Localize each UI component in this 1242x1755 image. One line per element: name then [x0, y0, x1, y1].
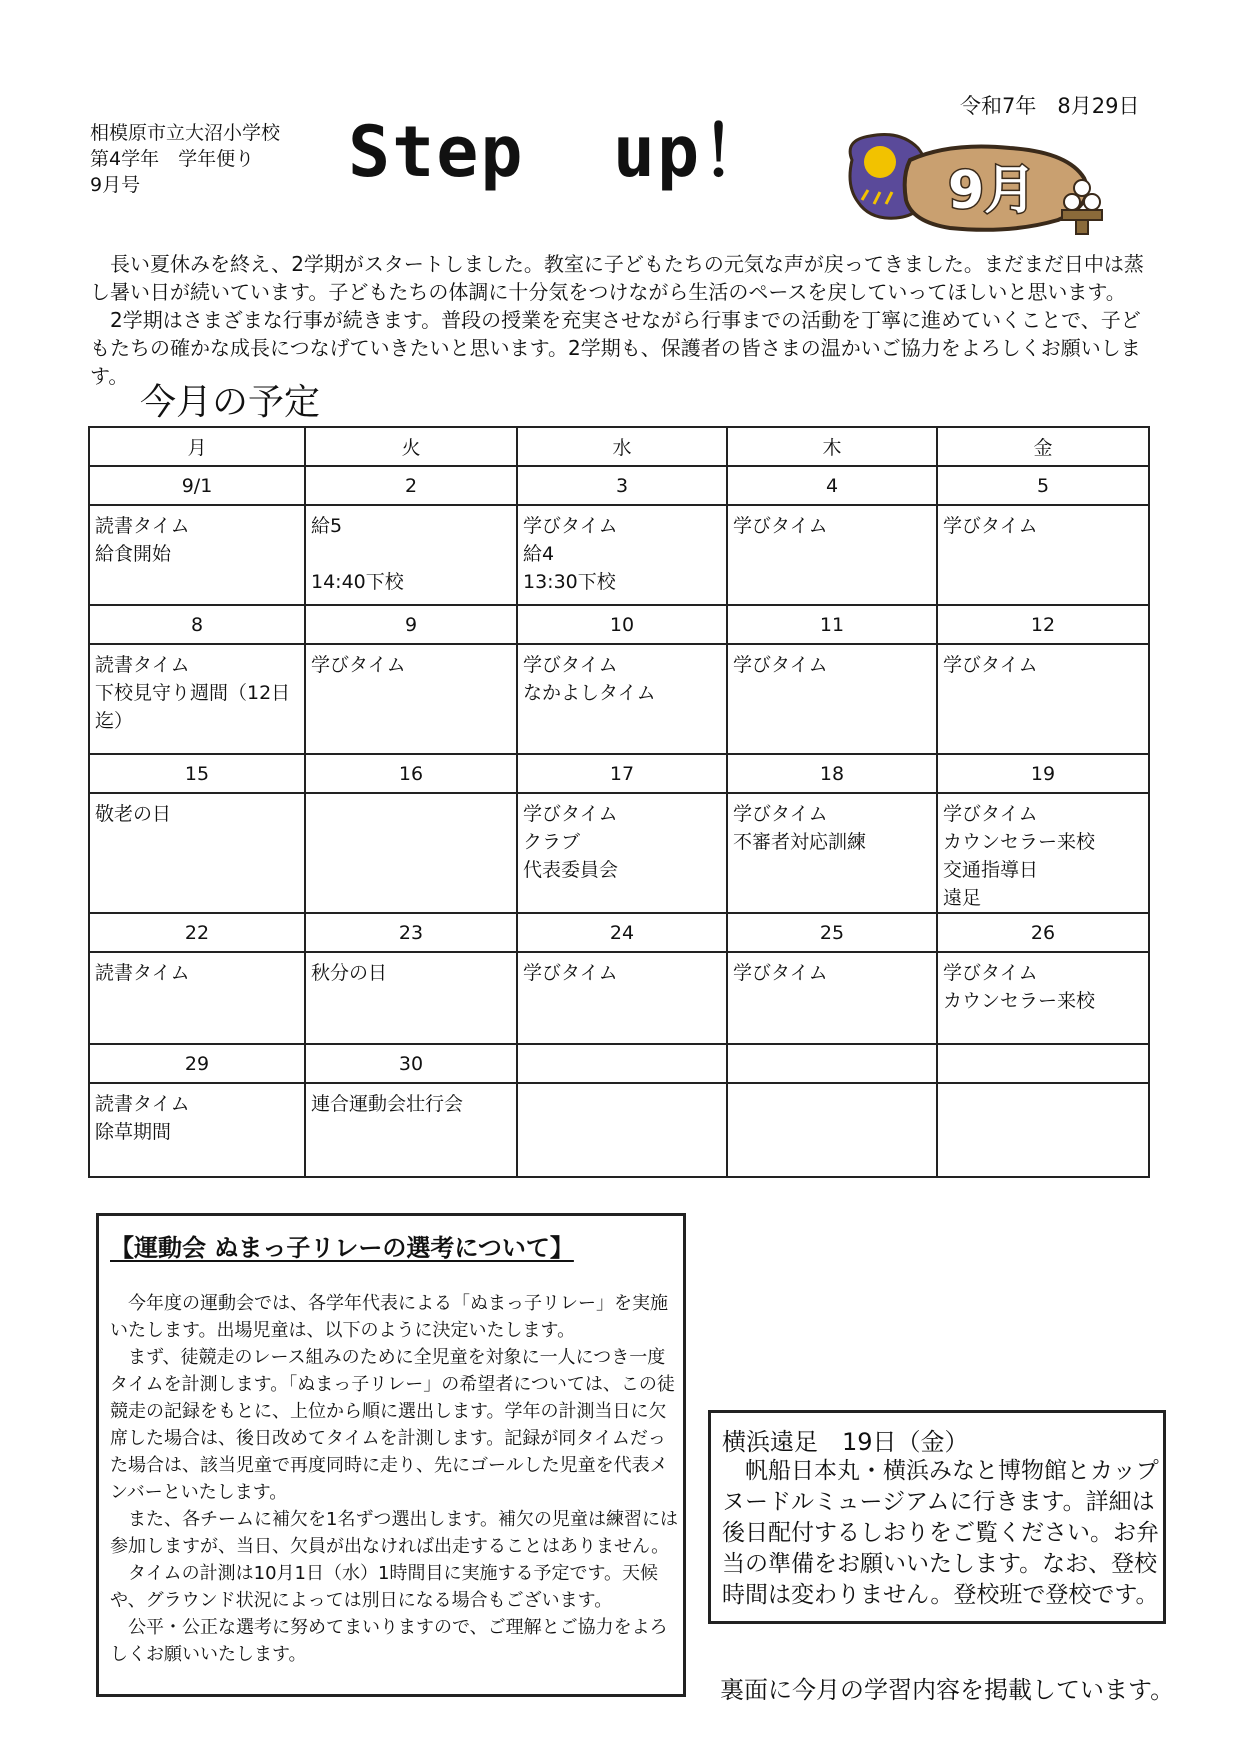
intro-paragraph-1: 長い夏休みを終え、2学期がスタートしました。教室に子どもたちの元気な声が戻ってきました。まだまだ日中は蒸し暑い日が続いています。子どもたちの体調に十分気をつけながら生活のペースを戻していってほしいと思います。 [90, 252, 1144, 304]
date-cell [517, 1044, 727, 1083]
event-item: 除草期間 [95, 1121, 172, 1143]
event-item: クラブ [523, 831, 581, 853]
event-cell [727, 505, 937, 605]
event-cell [305, 1083, 517, 1177]
school-name: 相模原市立大沼小学校 [90, 122, 281, 144]
event-cell [727, 793, 937, 913]
date-cell: 30 [305, 1044, 517, 1083]
date-cell: 19 [937, 754, 1149, 793]
weekday-header: 月 [89, 427, 305, 466]
event-item: 学びタイム [523, 654, 618, 676]
event-item: 読書タイム [95, 654, 190, 676]
event-item: 敬老の日 [95, 803, 172, 825]
date-row [89, 466, 1149, 505]
event-item: 不審者対応訓練 [733, 831, 867, 853]
event-item: 学びタイム [523, 515, 618, 537]
moon-icon [864, 146, 896, 178]
event-item: カウンセラー来校 [943, 831, 1096, 853]
date-cell: 10 [517, 605, 727, 644]
date-cell: 17 [517, 754, 727, 793]
relay-body [110, 1290, 680, 1668]
event-row [89, 1083, 1149, 1177]
event-item: 学びタイム [523, 962, 618, 984]
issue-date: 令和7年 8月29日 [960, 94, 1140, 118]
date-cell: 23 [305, 913, 517, 952]
date-cell: 4 [727, 466, 937, 505]
event-row [89, 644, 1149, 754]
event-cell [305, 644, 517, 754]
event-item: 学びタイム [943, 803, 1038, 825]
field-trip-body [722, 1456, 1162, 1611]
september-badge-illustration [840, 130, 1110, 240]
date-cell: 18 [727, 754, 937, 793]
date-cell [937, 1044, 1149, 1083]
event-cell [517, 644, 727, 754]
date-cell: 8 [89, 605, 305, 644]
event-item: 学びタイム [733, 654, 828, 676]
event-item: 給食開始 [95, 543, 172, 565]
event-item: カウンセラー来校 [943, 990, 1096, 1012]
event-item: 読書タイム [95, 1093, 190, 1115]
relay-paragraph: 公平・公正な選考に努めてまいりますので、ご理解とご協力をよろしくお願いいたします。 [110, 1617, 668, 1665]
event-cell [89, 505, 305, 605]
event-cell [937, 793, 1149, 913]
schedule-calendar [88, 426, 1150, 1178]
event-item: 学びタイム [311, 654, 406, 676]
event-cell [89, 952, 305, 1044]
school-info [90, 120, 280, 198]
date-cell: 25 [727, 913, 937, 952]
event-item: 14:40下校 [311, 571, 404, 593]
event-cell [89, 1083, 305, 1177]
event-cell [937, 952, 1149, 1044]
event-item: 学びタイム [523, 803, 618, 825]
event-cell [937, 644, 1149, 754]
event-item: 下校見守り週間（12日迄） [95, 682, 291, 732]
event-item: 遠足 [943, 887, 982, 909]
event-cell [517, 952, 727, 1044]
event-cell [727, 644, 937, 754]
relay-paragraph: 今年度の運動会では、各学年代表による「ぬまっ子リレー」を実施いたします。出場児童は、以下のように決定いたします。 [110, 1293, 668, 1341]
date-cell: 9 [305, 605, 517, 644]
event-row [89, 952, 1149, 1044]
event-cell [305, 793, 517, 913]
date-row [89, 605, 1149, 644]
date-cell: 3 [517, 466, 727, 505]
weekday-header: 金 [937, 427, 1149, 466]
grade-line: 第4学年 学年便り [90, 148, 255, 170]
intro-text [90, 250, 1152, 390]
event-row [89, 793, 1149, 913]
event-item: なかよしタイム [523, 682, 656, 704]
event-item: 秋分の日 [311, 962, 388, 984]
event-item: 給4 [523, 543, 555, 565]
event-cell [727, 1083, 937, 1177]
intro-paragraph-2: 2学期はさまざまな行事が続きます。普段の授業を充実させながら行事までの活動を丁寧に進めていくことで、子どもたちの確かな成長につなげていきたいと思います。2学期も、保護者の皆さまの温かいご協力をよろしくお願いします。 [90, 308, 1141, 388]
date-cell: 15 [89, 754, 305, 793]
event-item: 学びタイム [733, 515, 828, 537]
event-item: 学びタイム [733, 962, 828, 984]
event-cell [937, 1083, 1149, 1177]
issue-number: 9月号 [90, 174, 141, 196]
event-cell [727, 952, 937, 1044]
date-cell: 12 [937, 605, 1149, 644]
event-item: 学びタイム [943, 515, 1038, 537]
weekday-header-row [89, 427, 1149, 466]
event-cell [305, 505, 517, 605]
date-row [89, 754, 1149, 793]
date-cell: 24 [517, 913, 727, 952]
event-item: 読書タイム [95, 515, 190, 537]
event-item: 読書タイム [95, 962, 190, 984]
date-cell: 5 [937, 466, 1149, 505]
event-item: 給5 [311, 515, 343, 537]
date-cell: 26 [937, 913, 1149, 952]
event-item: 13:30下校 [523, 571, 616, 593]
event-cell [89, 793, 305, 913]
date-cell [727, 1044, 937, 1083]
date-cell: 11 [727, 605, 937, 644]
date-cell: 22 [89, 913, 305, 952]
date-row [89, 1044, 1149, 1083]
event-item: 学びタイム [943, 654, 1038, 676]
relay-paragraph: また、各チームに補欠を1名ずつ選出します。補欠の児童は練習には参加しますが、当日、欠員が出なければ出走することはありません。 [110, 1509, 679, 1557]
field-trip-title: 横浜遠足 19日（金） [722, 1428, 969, 1456]
date-cell: 29 [89, 1044, 305, 1083]
relay-paragraph: タイムの計測は10月1日（水）1時間目に実施する予定です。天候や、グラウンド状況によっては別日になる場合もございます。 [110, 1563, 659, 1611]
newsletter-title: Step up！ [348, 111, 774, 193]
event-cell [517, 1083, 727, 1177]
event-cell [937, 505, 1149, 605]
weekday-header: 火 [305, 427, 517, 466]
event-item: 代表委員会 [523, 859, 619, 881]
weekday-header: 水 [517, 427, 727, 466]
event-item [311, 540, 511, 568]
event-item: 学びタイム [733, 803, 828, 825]
event-item: 連合運動会壮行会 [311, 1093, 464, 1115]
date-cell: 9/1 [89, 466, 305, 505]
date-cell: 16 [305, 754, 517, 793]
relay-paragraph: まず、徒競走のレース組みのために全児童を対象に一人につき一度タイムを計測します。「ぬまっ子リレー」の希望者については、この徒競走の記録をもとに、上位から順に選出します。学年の計測当日に欠席した場合は、後日改めてタイムを計測します。記録が同タイムだった場合は、該当児童で再度同時に走り、先にゴールした児童を代表メンバーといたします。 [110, 1347, 675, 1503]
event-cell [517, 793, 727, 913]
event-item: 交通指導日 [943, 859, 1039, 881]
weekday-header: 木 [727, 427, 937, 466]
month-label: 9月 [948, 161, 1037, 221]
date-cell: 2 [305, 466, 517, 505]
event-row [89, 505, 1149, 605]
relay-title: 【運動会 ぬまっ子リレーの選考について】 [110, 1234, 574, 1262]
event-cell [517, 505, 727, 605]
schedule-title: 今月の予定 [140, 382, 321, 423]
date-row [89, 913, 1149, 952]
event-item: 学びタイム [943, 962, 1038, 984]
event-cell [89, 644, 305, 754]
event-cell [305, 952, 517, 1044]
field-trip-text: 帆船日本丸・横浜みなと博物館とカップヌードルミュージアムに行きます。詳細は後日配付するしおりをご覧ください。お弁当の準備をお願いいたします。なお、登校時間は変わりません。登校班で登校です。 [722, 1458, 1159, 1608]
back-page-note: 裏面に今月の学習内容を掲載しています。 [720, 1676, 1175, 1704]
